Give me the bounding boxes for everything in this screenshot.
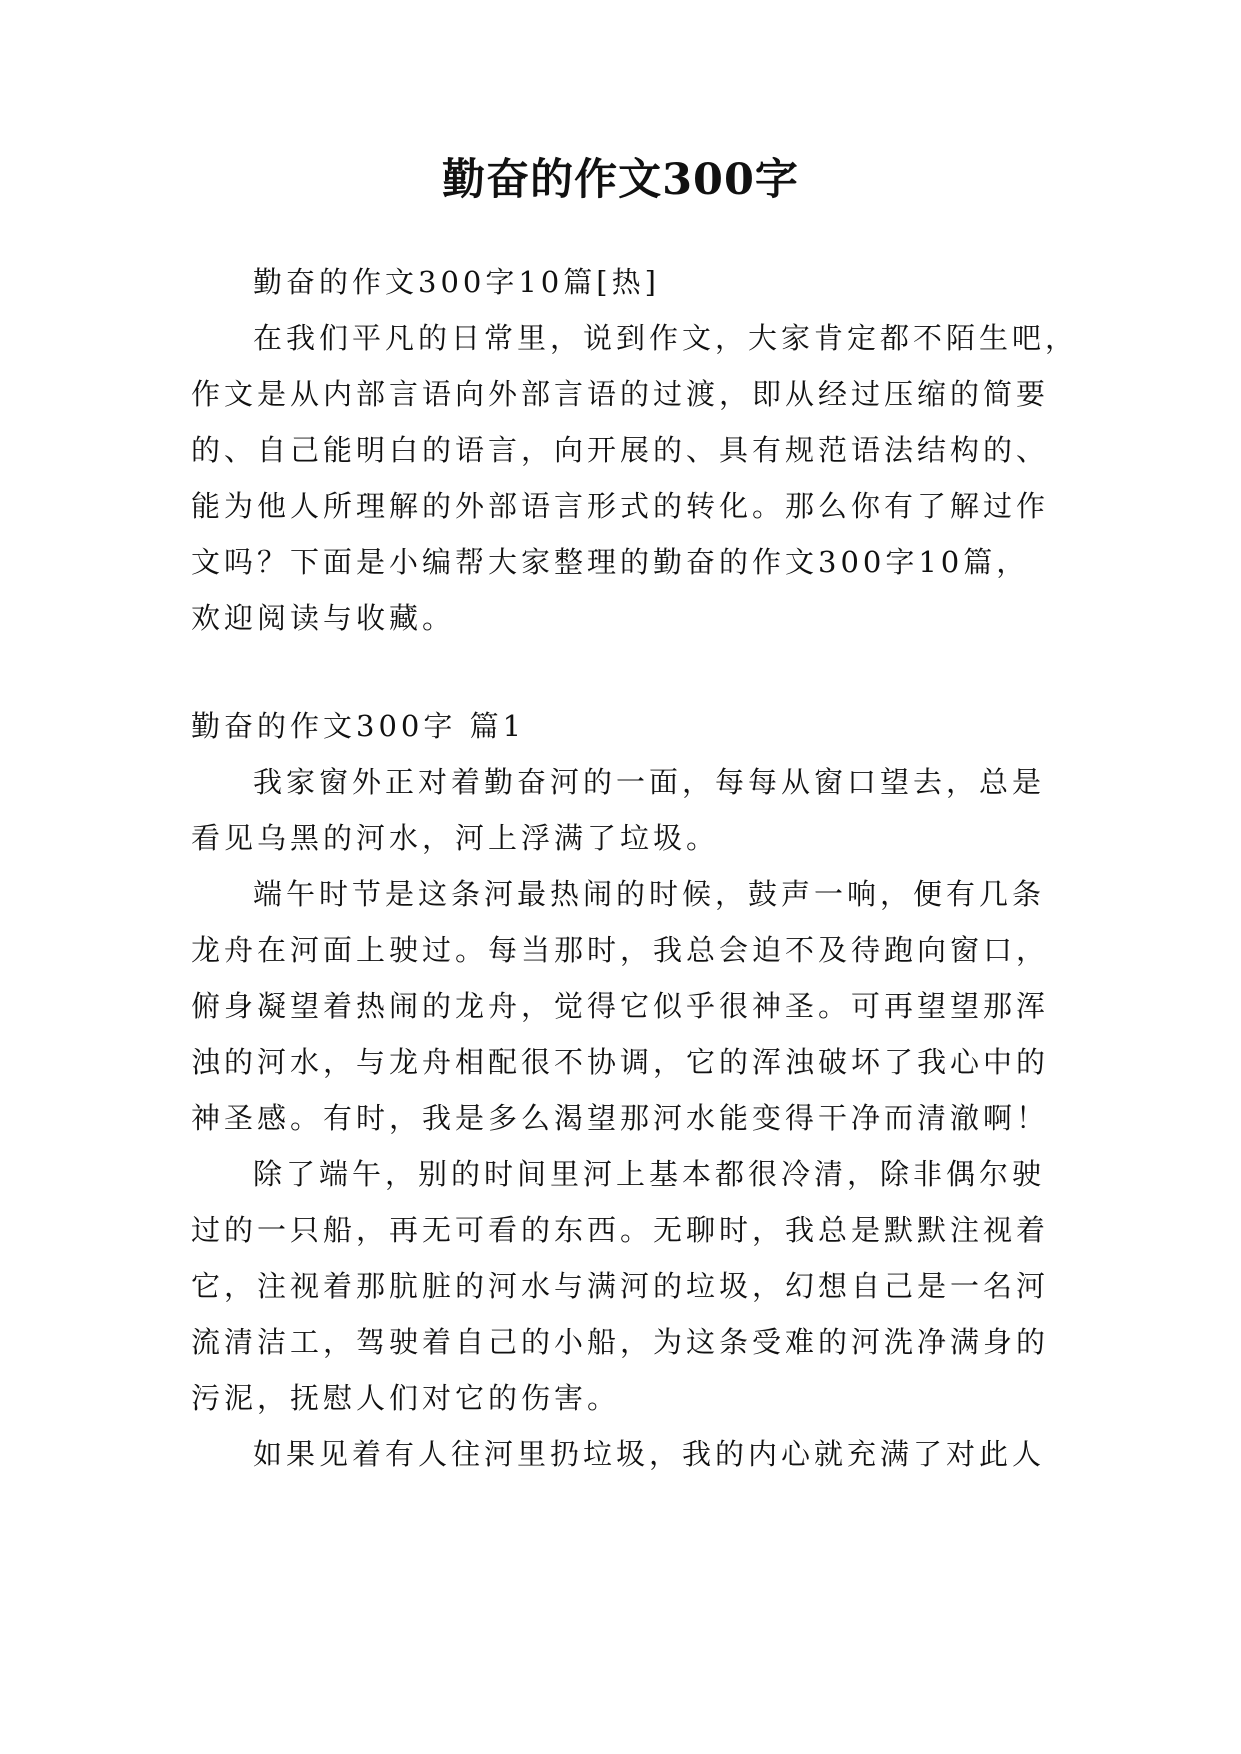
intro-paragraph-line: 在我们平凡的日常里，说到作文，大家肯定都不陌生吧， [253,321,1079,355]
intro-paragraph-line: 欢迎阅读与收藏。 [191,601,456,635]
body-paragraph-line: 龙舟在河面上驶过。每当那时，我总会迫不及待跑向窗口， [191,933,1050,967]
body-paragraph-line: 如果见着有人往河里扔垃圾，我的内心就充满了对此人 [253,1437,1046,1471]
body-paragraph-line: 流清洁工，驾驶着自己的小船，为这条受难的河洗净满身的 [191,1325,1050,1359]
document-subtitle: 勤奋的作文300字10篇[热] [253,265,660,299]
body-paragraph-line: 过的一只船，再无可看的东西。无聊时，我总是默默注视着 [191,1213,1050,1247]
document-title: 勤奋的作文300字 [442,155,799,205]
body-paragraph-line: 俯身凝望着热闹的龙舟，觉得它似乎很神圣。可再望望那浑 [191,989,1050,1023]
section-heading: 勤奋的作文300字 篇1 [191,709,526,743]
body-paragraph-line: 浊的河水，与龙舟相配很不协调，它的浑浊破坏了我心中的 [191,1045,1050,1079]
body-paragraph-line: 神圣感。有时，我是多么渴望那河水能变得干净而清澈啊！ [191,1101,1050,1135]
intro-paragraph-line: 的、自己能明白的语言，向开展的、具有规范语法结构的、 [191,433,1050,467]
body-paragraph-line: 端午时节是这条河最热闹的时候，鼓声一响，便有几条 [253,877,1046,911]
intro-paragraph-line: 能为他人所理解的外部语言形式的转化。那么你有了解过作 [191,489,1050,523]
body-paragraph-line: 除了端午，别的时间里河上基本都很冷清，除非偶尔驶 [253,1157,1046,1191]
body-paragraph-line: 看见乌黑的河水，河上浮满了垃圾。 [191,821,720,855]
intro-paragraph-line: 作文是从内部言语向外部言语的过渡，即从经过压缩的简要 [191,377,1050,411]
body-paragraph-line: 我家窗外正对着勤奋河的一面，每每从窗口望去，总是 [253,765,1046,799]
body-paragraph-line: 它，注视着那肮脏的河水与满河的垃圾，幻想自己是一名河 [191,1269,1050,1303]
body-paragraph-line: 污泥，抚慰人们对它的伤害。 [191,1381,621,1415]
intro-paragraph-line: 文吗？下面是小编帮大家整理的勤奋的作文300字10篇， [191,545,1030,579]
